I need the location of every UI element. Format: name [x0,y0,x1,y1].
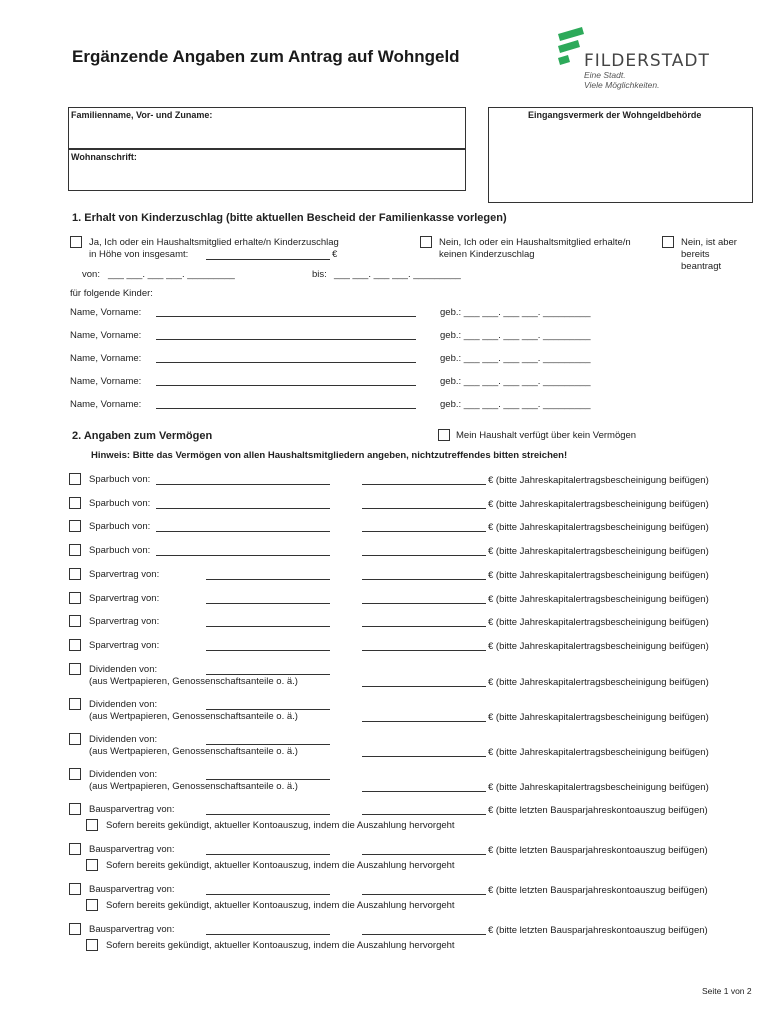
savings-contract-checkbox[interactable] [69,568,81,580]
dividends-checkbox[interactable] [69,733,81,745]
child-birthdate-input[interactable]: geb.: ___ ___. ___ ___. _________ [440,353,591,364]
savings-contract-owner-input[interactable] [206,626,330,627]
to-date-label: bis: [312,269,327,280]
kinderzuschlag-applied-label-3: beantragt [681,261,722,272]
page-number: Seite 1 von 2 [702,986,752,996]
terminated-note: Sofern bereits gekündigt, aktueller Kontoauszug, indem die Auszahlung hervorgeht [106,820,455,831]
dividends-label: Dividenden von: [89,734,158,745]
child-birthdate-input[interactable]: geb.: ___ ___. ___ ___. _________ [440,307,591,318]
dividends-checkbox[interactable] [69,768,81,780]
child-name-input[interactable] [156,339,416,340]
child-name-label: Name, Vorname: [70,399,142,410]
kinderzuschlag-no-label: Nein, Ich oder ein Haushaltsmitglied erhalte/n [439,237,631,248]
savings-contract-amount-input[interactable] [362,579,486,580]
savings-contract-checkbox[interactable] [69,639,81,651]
terminated-note: Sofern bereits gekündigt, aktueller Kontoauszug, indem die Auszahlung hervorgeht [106,900,455,911]
savings-book-owner-input[interactable] [156,508,330,509]
child-birthdate-input[interactable]: geb.: ___ ___. ___ ___. _________ [440,399,591,410]
children-label: für folgende Kinder: [70,288,153,299]
savings-book-checkbox[interactable] [69,544,81,556]
child-name-label: Name, Vorname: [70,307,142,318]
kinderzuschlag-applied-checkbox[interactable] [662,236,674,248]
savings-contract-owner-input[interactable] [206,579,330,580]
savings-book-amount-input[interactable] [362,531,486,532]
receipt-stamp-field [488,107,753,203]
savings-contract-amount-input[interactable] [362,603,486,604]
savings-contract-note: € (bitte Jahreskapitalertragsbescheinigung beifügen) [488,641,709,652]
savings-contract-note: € (bitte Jahreskapitalertragsbescheinigung beifügen) [488,617,709,628]
dividends-sub-label: (aus Wertpapieren, Genossenschaftsanteile o. ä.) [89,781,298,792]
savings-contract-owner-input[interactable] [206,603,330,604]
building-savings-label: Bausparvertrag von: [89,884,175,895]
building-savings-amount-input[interactable] [362,934,486,935]
terminated-checkbox[interactable] [86,899,98,911]
building-savings-checkbox[interactable] [69,923,81,935]
child-name-label: Name, Vorname: [70,353,142,364]
child-birthdate-input[interactable]: geb.: ___ ___. ___ ___. _________ [440,330,591,341]
dividends-label: Dividenden von: [89,769,158,780]
dividends-note: € (bitte Jahreskapitalertragsbescheinigung beifügen) [488,782,709,793]
child-name-input[interactable] [156,408,416,409]
savings-book-label: Sparbuch von: [89,545,151,556]
family-name-label: Familienname, Vor- und Zuname: [71,110,213,120]
building-savings-amount-input[interactable] [362,854,486,855]
terminated-note: Sofern bereits gekündigt, aktueller Kontoauszug, indem die Auszahlung hervorgeht [106,860,455,871]
section1-heading: 1. Erhalt von Kinderzuschlag (bitte aktuellen Bescheid der Familienkasse vorlegen) [72,212,507,224]
savings-contract-label: Sparvertrag von: [89,569,160,580]
savings-book-checkbox[interactable] [69,520,81,532]
savings-book-note: € (bitte Jahreskapitalertragsbescheinigung beifügen) [488,475,709,486]
logo-mark-icon [554,26,588,70]
savings-book-amount-input[interactable] [362,555,486,556]
building-savings-owner-input[interactable] [206,934,330,935]
kinderzuschlag-applied-label-2: bereits [681,249,710,260]
child-name-label: Name, Vorname: [70,376,142,387]
dividends-owner-input[interactable] [206,779,330,780]
dividends-note: € (bitte Jahreskapitalertragsbescheinigung beifügen) [488,747,709,758]
building-savings-checkbox[interactable] [69,843,81,855]
dividends-note: € (bitte Jahreskapitalertragsbescheinigung beifügen) [488,712,709,723]
terminated-checkbox[interactable] [86,859,98,871]
building-savings-note: € (bitte letzten Bausparjahreskontoauszug beifügen) [488,925,708,936]
savings-contract-label: Sparvertrag von: [89,593,160,604]
kinderzuschlag-yes-label: Ja, Ich oder ein Haushaltsmitglied erhalte/n Kinderzuschlag [89,237,339,248]
savings-book-label: Sparbuch von: [89,521,151,532]
savings-book-note: € (bitte Jahreskapitalertragsbescheinigung beifügen) [488,546,709,557]
kinderzuschlag-euro: € [332,249,338,260]
dividends-owner-input[interactable] [206,709,330,710]
building-savings-label: Bausparvertrag von: [89,844,175,855]
savings-contract-note: € (bitte Jahreskapitalertragsbescheinigung beifügen) [488,594,709,605]
assets-hint: Hinweis: Bitte das Vermögen von allen Haushaltsmitgliedern angeben, nichtzutreffendes bitten streichen! [91,450,568,461]
logo-name: FILDERSTADT [584,51,710,71]
building-savings-owner-input[interactable] [206,854,330,855]
savings-book-note: € (bitte Jahreskapitalertragsbescheinigung beifügen) [488,499,709,510]
savings-book-note: € (bitte Jahreskapitalertragsbescheinigung beifügen) [488,522,709,533]
dividends-label: Dividenden von: [89,664,158,675]
kinderzuschlag-yes-checkbox[interactable] [70,236,82,248]
no-assets-label: Mein Haushalt verfügt über kein Vermögen [456,430,637,441]
building-savings-checkbox[interactable] [69,883,81,895]
savings-contract-label: Sparvertrag von: [89,640,160,651]
dividends-note: € (bitte Jahreskapitalertragsbescheinigung beifügen) [488,677,709,688]
building-savings-owner-input[interactable] [206,814,330,815]
savings-contract-owner-input[interactable] [206,650,330,651]
no-assets-checkbox[interactable] [438,429,450,441]
section2-heading: 2. Angaben zum Vermögen [72,430,213,442]
from-date-input[interactable]: ___ ___. ___ ___. _________ [108,269,235,280]
building-savings-label: Bausparvertrag von: [89,804,175,815]
savings-contract-checkbox[interactable] [69,615,81,627]
dividends-checkbox[interactable] [69,698,81,710]
building-savings-checkbox[interactable] [69,803,81,815]
logo-slogan-line2: Viele Möglichkeiten. [584,80,660,90]
savings-book-label: Sparbuch von: [89,498,151,509]
kinderzuschlag-amount-label: in Höhe von insgesamt: [89,249,189,260]
savings-book-checkbox[interactable] [69,497,81,509]
dividends-owner-input[interactable] [206,744,330,745]
terminated-note: Sofern bereits gekündigt, aktueller Kontoauszug, indem die Auszahlung hervorgeht [106,940,455,951]
dividends-amount-input[interactable] [362,756,486,757]
savings-contract-amount-input[interactable] [362,626,486,627]
receipt-label: Eingangsvermerk der Wohngeldbehörde [528,110,702,120]
logo-slogan-line1: Eine Stadt. [584,70,626,80]
child-name-input[interactable] [156,362,416,363]
to-date-input[interactable]: ___ ___. ___ ___. _________ [334,269,461,280]
dividends-sub-label: (aus Wertpapieren, Genossenschaftsanteile o. ä.) [89,711,298,722]
building-savings-label: Bausparvertrag von: [89,924,175,935]
dividends-sub-label: (aus Wertpapieren, Genossenschaftsanteile o. ä.) [89,746,298,757]
savings-book-label: Sparbuch von: [89,474,151,485]
child-name-input[interactable] [156,385,416,386]
child-birthdate-input[interactable]: geb.: ___ ___. ___ ___. _________ [440,376,591,387]
dividends-label: Dividenden von: [89,699,158,710]
savings-book-checkbox[interactable] [69,473,81,485]
savings-book-owner-input[interactable] [156,484,330,485]
logo-slogan [584,70,659,90]
building-savings-amount-input[interactable] [362,814,486,815]
building-savings-amount-input[interactable] [362,894,486,895]
child-name-input[interactable] [156,316,416,317]
building-savings-note: € (bitte letzten Bausparjahreskontoauszug beifügen) [488,885,708,896]
address-label: Wohnanschrift: [71,152,137,162]
savings-book-amount-input[interactable] [362,484,486,485]
savings-book-owner-input[interactable] [156,531,330,532]
kinderzuschlag-applied-label: Nein, ist aber [681,237,737,248]
savings-book-owner-input[interactable] [156,555,330,556]
dividends-owner-input[interactable] [206,674,330,675]
savings-book-amount-input[interactable] [362,508,486,509]
terminated-checkbox[interactable] [86,819,98,831]
building-savings-note: € (bitte letzten Bausparjahreskontoauszug beifügen) [488,805,708,816]
kinderzuschlag-no-checkbox[interactable] [420,236,432,248]
savings-contract-checkbox[interactable] [69,592,81,604]
terminated-checkbox[interactable] [86,939,98,951]
from-date-label: von: [82,269,100,280]
savings-contract-label: Sparvertrag von: [89,616,160,627]
kinderzuschlag-amount-input[interactable] [206,259,330,260]
savings-contract-amount-input[interactable] [362,650,486,651]
savings-contract-note: € (bitte Jahreskapitalertragsbescheinigung beifügen) [488,570,709,581]
kinderzuschlag-no-label-2: keinen Kinderzuschlag [439,249,535,260]
dividends-amount-input[interactable] [362,791,486,792]
page-title: Ergänzende Angaben zum Antrag auf Wohngeld [72,47,460,66]
building-savings-owner-input[interactable] [206,894,330,895]
dividends-amount-input[interactable] [362,721,486,722]
child-name-label: Name, Vorname: [70,330,142,341]
dividends-sub-label: (aus Wertpapieren, Genossenschaftsanteile o. ä.) [89,676,298,687]
building-savings-note: € (bitte letzten Bausparjahreskontoauszug beifügen) [488,845,708,856]
dividends-checkbox[interactable] [69,663,81,675]
dividends-amount-input[interactable] [362,686,486,687]
